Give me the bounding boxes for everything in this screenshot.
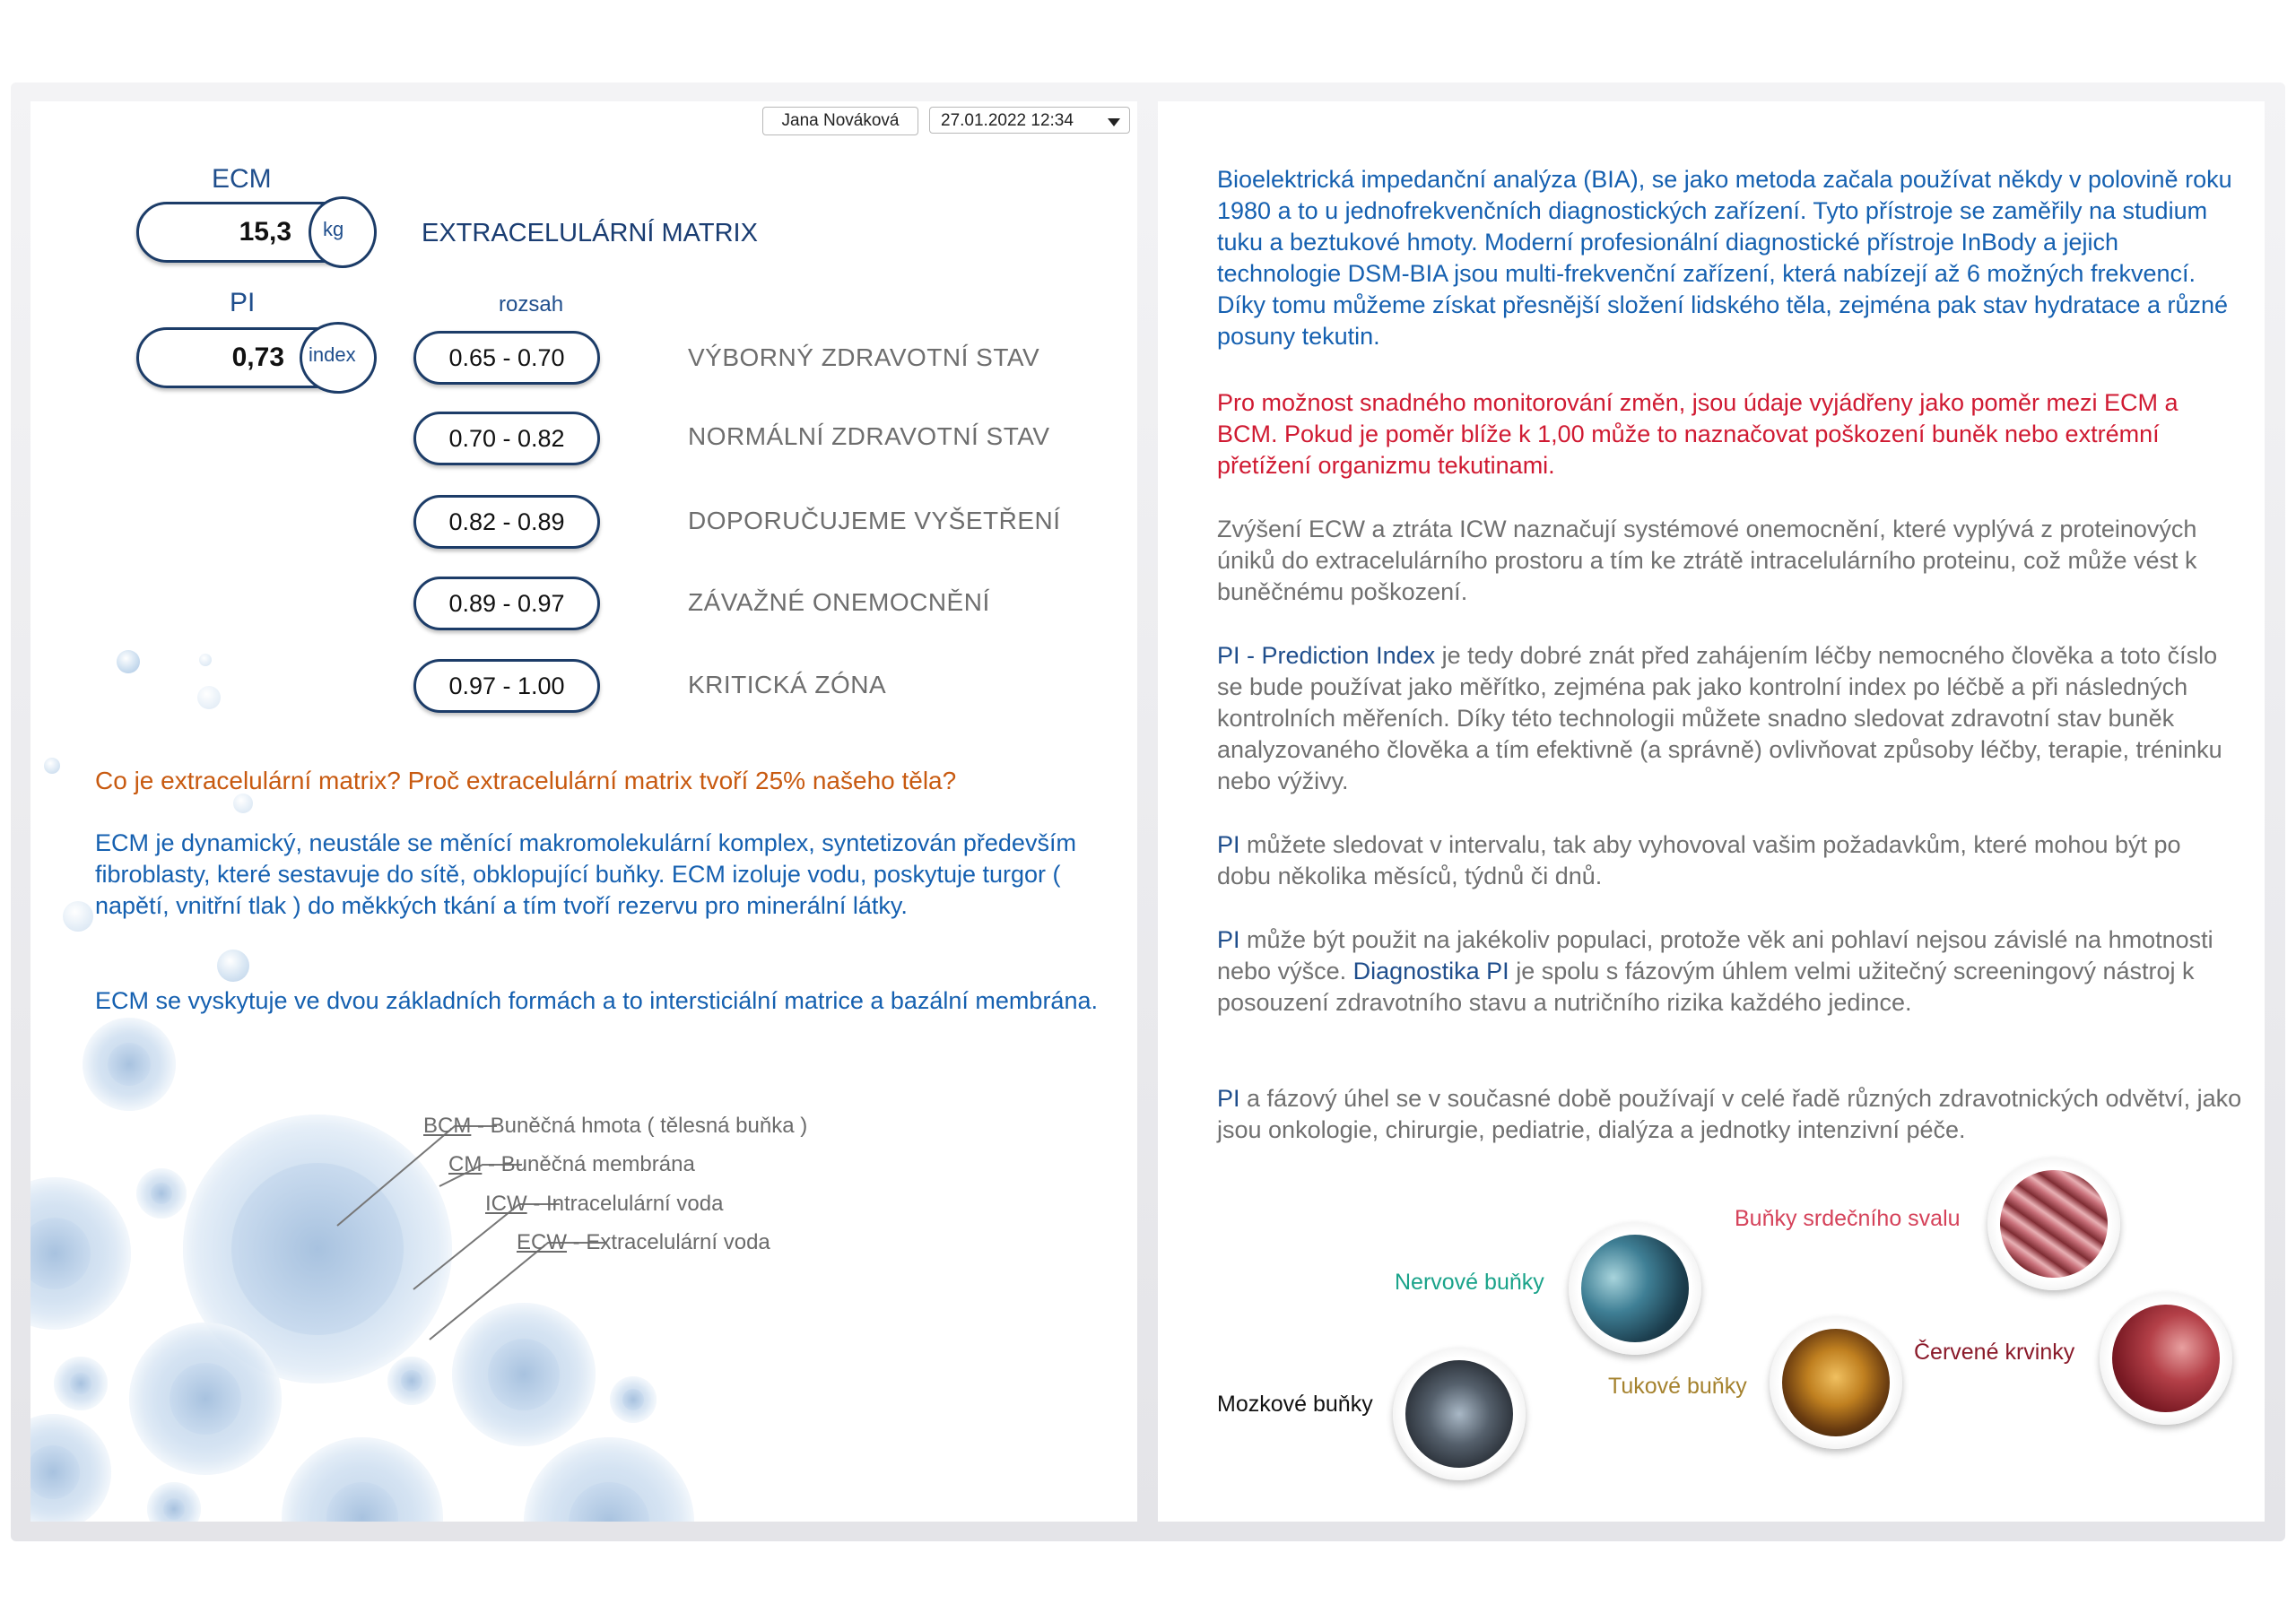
pi-paragraph-3 [1217, 924, 2239, 1019]
ecw-paragraph: Zvýšení ECW a ztráta ICW naznačují systémové onemocnění, které vyplývá z proteinových úniků do extracelulárního prostoru a tím ke ztrátě intracelulárního proteinu, což může vést k buněčnému poškození. [1217, 516, 2197, 605]
nerve-cells-label: Nervové buňky [1395, 1270, 1544, 1295]
pi-paragraph-4-text: a fázový úhel se v současné době používají v celé řadě různých zdravotnických odvětví, jako jsou onkologie, chirurgie, pediatrie, dialýza a jednotky intenzivní péče. [1217, 1085, 2242, 1143]
user-name-field[interactable]: Jana Nováková [762, 107, 918, 135]
legend-text: - Buněčná membrána [482, 1152, 695, 1176]
right-panel [1158, 101, 2265, 1522]
pi-term: PI [1217, 1085, 1240, 1112]
pi-paragraph-3-text-a: může být použit na jakékoliv populaci, protože věk ani pohlaví nejsou závislé na hmotnosti nebo výšce. [1217, 926, 2213, 984]
nerve-cells-picture [1581, 1235, 1689, 1342]
pi-term: PI [1217, 831, 1240, 858]
pi-paragraph-1 [1217, 640, 2248, 797]
range-label-4: ZÁVAŽNÉ ONEMOCNĚNÍ [688, 588, 990, 616]
brain-cells-label: Mozkové buňky [1217, 1392, 1373, 1417]
ecm-unit: kg [323, 218, 344, 240]
range-pill-1: 0.65 - 0.70 [413, 331, 600, 385]
pi-value: 0,73 [231, 343, 284, 372]
range-label-2: NORMÁLNÍ ZDRAVOTNÍ STAV [688, 422, 1050, 450]
range-pill-2: 0.70 - 0.82 [413, 412, 600, 465]
brain-cells-picture [1405, 1360, 1513, 1468]
range-label-3: DOPORUČUJEME VYŠETŘENÍ [688, 507, 1061, 534]
pi-diagnostics-term: Diagnostika PI [1352, 958, 1509, 984]
legend-text: - Buněčná hmota ( tělesná buňka ) [471, 1114, 808, 1138]
ecm-value: 15,3 [239, 217, 291, 247]
ecm-paragraph-1: ECM je dynamický, neustále se měnící makromolekulární komplex, syntetizován především fibroblasty, které sestavuje do sítě, obklopující buňky. ECM izoluje vodu, poskytuje turgor ( napětí, vnitřní tlak ) do měkkých tkání a tím tvoří rezervu pro minerální látky. [95, 829, 1076, 919]
brain-cells-image [1393, 1348, 1526, 1480]
heart-cells-picture [2000, 1170, 2108, 1278]
nerve-cells-image [1569, 1222, 1701, 1355]
pi-paragraph-2-text: můžete sledovat v intervalu, tak aby vyhovoval vašim požadavkům, které mohou být po dobu několika měsíců, týdnů či dnů. [1217, 831, 2181, 889]
heart-cells-image [1987, 1158, 2120, 1290]
red-blood-cells-picture [2112, 1305, 2220, 1412]
legend-bcm [423, 1114, 807, 1139]
legend-ecw [517, 1230, 770, 1255]
red-blood-cells-image [2100, 1292, 2232, 1425]
legend-cm [448, 1152, 695, 1177]
range-header: rozsah [499, 292, 564, 317]
legend-abbr: ICW [485, 1192, 527, 1216]
legend-abbr: ECW [517, 1230, 567, 1254]
legend-text: - Extracelulární voda [567, 1230, 770, 1254]
legend-abbr: CM [448, 1152, 483, 1176]
date-select-value: 27.01.2022 12:34 [941, 111, 1074, 130]
pi-term: PI [1217, 926, 1240, 953]
pi-paragraph-1-text: je tedy dobré znát před zahájením léčby nemocného člověka a toto číslo se bude používat jako měřítko, zejména pak jako kontrolní index po léčbě a při následných kontrolních měřeních. Díky této technologii můžete snadno sledovat zdravotní stav buněk analyzovaného člověka a tím efektivně (a správně) ovlivňovat způsoby léčby, terapie, tréninku nebo výživy. [1217, 642, 2222, 794]
legend-text: - Intracelulární voda [526, 1192, 724, 1216]
date-select[interactable] [929, 107, 1130, 134]
range-label-1: VÝBORNÝ ZDRAVOTNÍ STAV [688, 343, 1040, 371]
ecm-paragraph-2: ECM se vyskytuje ve dvou základních formách a to intersticiální matrice a bazální membrána. [95, 987, 1098, 1014]
pi-label: PI [230, 288, 256, 317]
pi-paragraph-2 [1217, 829, 2239, 892]
legend-lines [30, 101, 1137, 1522]
pi-unit: index [309, 343, 356, 366]
ecm-label: ECM [212, 164, 272, 194]
ratio-paragraph: Pro možnost snadného monitorování změn, jsou údaje vyjádřeny jako poměr mezi ECM a BCM. Pokud je poměr blíže k 1,00 může to naznačovat poškození buněk nebo extrémní přetížení organizmu tekutinami. [1217, 389, 2179, 479]
fat-cells-image [1770, 1316, 1902, 1449]
left-panel [30, 101, 1137, 1522]
pi-paragraph-3-text-b: je spolu s fázovým úhlem velmi užitečný screeningový nástroj k posouzení zdravotního stavu a nutričního rizika každého jedince. [1217, 958, 2195, 1016]
fat-cells-label: Tukové buňky [1608, 1374, 1747, 1399]
heart-cells-label: Buňky srdečního svalu [1735, 1206, 1961, 1231]
legend-icw [485, 1192, 723, 1217]
legend-abbr: BCM [423, 1114, 472, 1138]
pi-term: PI - Prediction Index [1217, 642, 1436, 669]
fat-cells-picture [1782, 1329, 1890, 1436]
range-pill-3: 0.82 - 0.89 [413, 495, 600, 549]
range-label-5: KRITICKÁ ZÓNA [688, 671, 887, 698]
ecm-question: Co je extracelulární matrix? Proč extracelulární matrix tvoří 25% našeho těla? [95, 767, 957, 794]
red-blood-cells-label: Červené krvinky [1914, 1340, 2075, 1365]
range-pill-5: 0.97 - 1.00 [413, 659, 600, 713]
pi-paragraph-4 [1217, 1083, 2248, 1146]
bia-paragraph: Bioelektrická impedanční analýza (BIA), se jako metoda začala používat někdy v polovině roku 1980 a to u jednofrekvenčních diagnostických zařízení. Tyto přístroje se zaměřily na studium tuku a beztukové hmoty. Moderní profesionální diagnostické přístroje InBody a jejich technologie DSM-BIA jsou multi-frekvenční zařízení, která nabízejí až 6 možných frekvencí. Díky tomu můžeme získat přesnější složení lidského těla, zejména pak stav hydratace a různé posuny tekutin. [1217, 166, 2232, 350]
chevron-down-icon[interactable] [1108, 118, 1120, 126]
range-pill-4: 0.89 - 0.97 [413, 577, 600, 630]
ecm-title: EXTRACELULÁRNÍ MATRIX [422, 219, 758, 247]
